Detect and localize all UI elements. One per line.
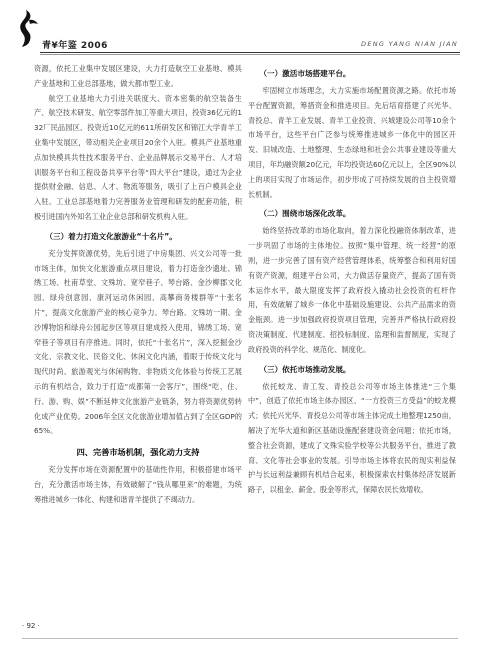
right-subheading-3: （三）依托市场推动发展。 [259, 364, 351, 374]
running-figure-logo-icon [14, 8, 40, 48]
header-pinyin-title: DENG YANG NIAN JIAN [361, 40, 458, 48]
right-paragraph-1: 牢固树立市场理念，大力实施市场配置资源之路。依托市场平台配置资源，筹措资金和推进项目。先后培育搭建了兴光华、青投总、青羊工业发展、青羊工业投资、兴城建设公司等10余个市场平台，这些平台广泛参与统筹推进城乡一体化中的园区开发、旧城改造、土地整理、生态绿地和社会公共事业建设等重大项目，年均融资额20亿元，年均投资达60亿元以上，全区90%以上的项目实现了市场运作，初步形成了可持续发展的自主投资增长机制。 [248, 86, 456, 199]
left-paragraph-3: 充分发挥资源优势，先后引进了中房集团、兴文公司等一批市场主体，加快文化旅游重点项目建设，着力打造金沙遗址、锦绣工场、杜甫草堂、文殊坊、宽窄巷子、琴台路、金沙柳郡文化园、绿舟创意园、康河运动休闲园、高攀商务楼群等“十张名片”，提高文化旅游产业的核心竞争力。琴台路、文殊坊一期、金沙博物馆和绿舟公园起步区等项目建成投入使用，锦绣工场、宽窄巷子等项目有序推进。同时，依托“十张名片”，深入挖掘金沙文化、宗教文化、民俗文化、休闲文化内涵，着眼于传统文化与现代时尚、旅游观光与休闲购物、非物质文化体验与传统工艺展示的有机结合，致力于打造“成都第一会客厅”，围绕“吃、住、行、游、购、娱”不断延伸文化旅游产业链条，努力将资源优势转化成产业优势。2006年全区文化旅游业增加值占到了全区GDP的65%。 [34, 248, 242, 436]
footer-rule [22, 638, 458, 639]
left-column [34, 62, 242, 508]
left-paragraph-1: 资源，依托工业集中发展区建设，大力打造航空工业基地、模具产业基地和工业总部基地，做大都市型工业。 [34, 64, 242, 88]
page-number: · 92 · [22, 622, 40, 630]
header-rule [40, 52, 460, 53]
right-subheading-2: （二）围绕市场深化改革。 [259, 209, 351, 219]
page-header [0, 0, 480, 62]
section-heading-4: 四、完善市场机制，强化动力支持 [76, 447, 200, 458]
right-paragraph-2: 始终坚持改革的市场化取向，着力深化投融资体制改革，进一步巩固了市场的主体地位。按照“集中管理、统一经营”的原则，进一步完善了国有资产经营管理体系，统筹整合和利用好国有资产资源，组建平台公司，大力做活存量资产，提高了国有资本运作水平，最大限度发挥了政府投入撬动社会投资的杠杆作用，有效破解了城乡一体化中基础设施建设、公共产品需求的资金瓶颈。进一步加强政府投资项目管理，完善并严格执行政府投资决策制度、代建制度、招投标制度、监理和监督制度，实现了政府投资的科学化、规范化、制度化。 [248, 226, 456, 354]
left-paragraph-2: 航空工业基地大力引进关联度大、资本密集的航空装备生产、航空技术研发、航空零部件加工等重大项目，投资36亿元的132厂民品园区、投资近10亿元的611所研发区和锦江大学青羊工业集中发展区，带动相关企业项目20余个入驻。模具产业基地重点加快模具共性技术服务平台、企业品牌展示交易平台、人才培训服务平台和工程设备共享平台等“四大平台”建设，通过为企业提供财金融、信息、人才、物流等服务，吸引了上百户模具企业入驻。工业总部基地着力完善服务业管理和研发的配套功能，积极引进国内外知名工业企业总部和研发机构入驻。 [34, 93, 242, 221]
publication-title: 青¥年鉴 2006 [42, 41, 108, 51]
right-subheading-1: （一）激活市场搭建平台。 [259, 69, 351, 78]
left-paragraph-4: 充分发挥市场在资源配置中的基础性作用，积极搭建市场平台，充分激活市场主体，有效破解了“钱从哪里来”的难题，为统筹推进城乡一体化、构建和谐青羊提供了不竭动力。 [34, 465, 242, 504]
right-paragraph-3: 依托蛟龙、青工发、青投总公司等市场主体推进“三个集中”，创造了依托市场主体办园区、“一方投资三方受益”的蛟龙模式；依托兴光华、青投总公司等市场主体完成土地整理1250亩，解决了光华大道和新区基础设施配套建设资金问题；依托市场，整合社会资源，建成了文殊实验学校等公共服务平台，推进了教育、文化等社会事业的发展。引导市场主体将农民的现实利益保护与长远利益兼顾有机结合起来，积极探索农村集体经济发展新路子，以租金、薪金、股金等形式，保障农民长效增收。 [248, 381, 456, 495]
left-subheading-3: （三）着力打造文化旅游业“十名片”。 [45, 231, 177, 241]
header-rule-thin [40, 54, 460, 55]
right-column [248, 62, 456, 498]
